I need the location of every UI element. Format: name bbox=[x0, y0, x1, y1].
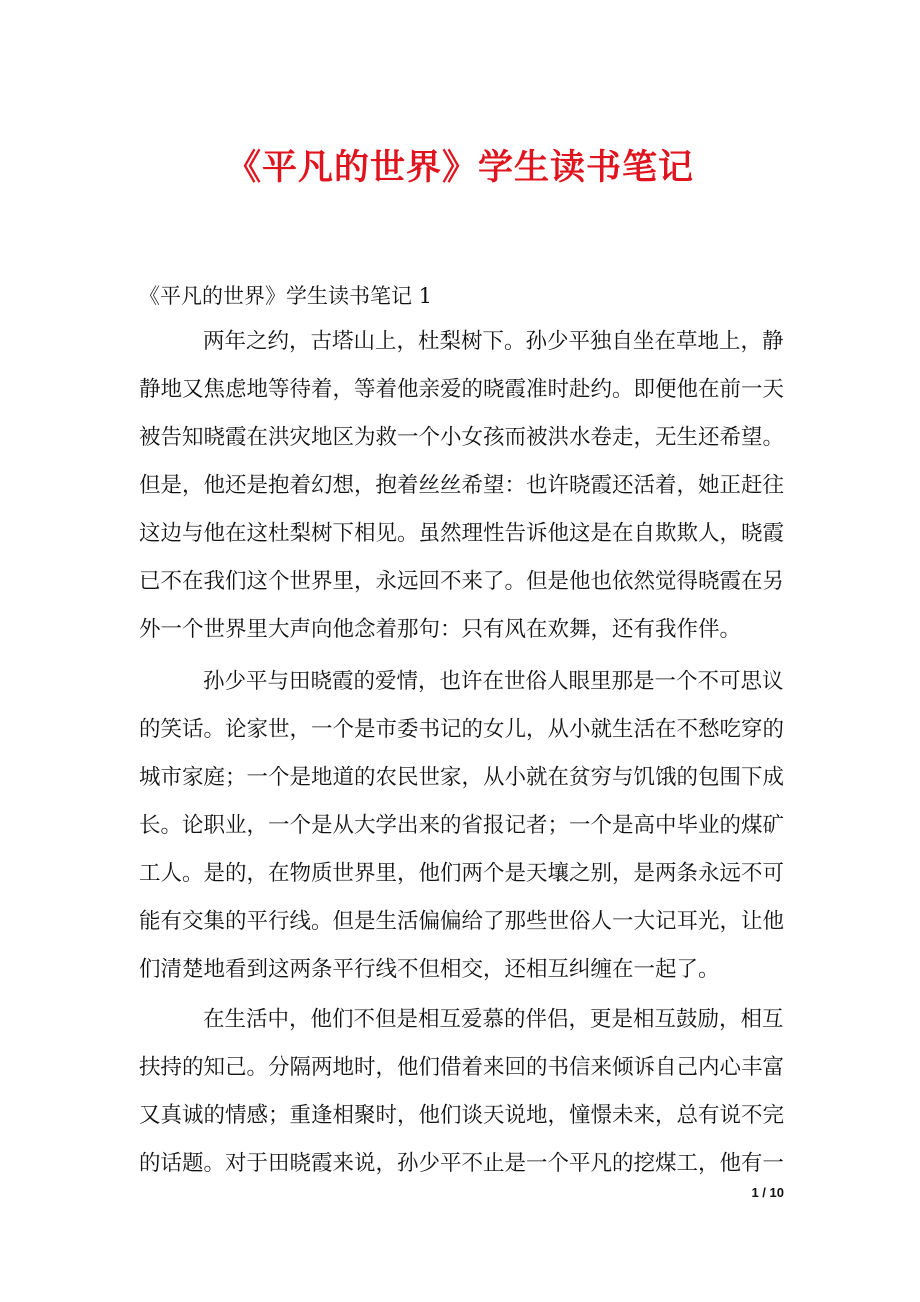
paragraph-1-line-2: 静地又焦虑地等待着，等着他亲爱的晓霞准时赴约。即便他在前一天 bbox=[139, 377, 785, 402]
paragraph-1-line-5: 这边与他在这杜梨树下相见。虽然理性告诉他这是在自欺欺人，晓霞 bbox=[139, 521, 785, 546]
paragraph-3-line-2: 扶持的知己。分隔两地时，他们借着来回的书信来倾诉自己内心丰富 bbox=[139, 1055, 785, 1080]
paragraph-3-line-1: 在生活中，他们不但是相互爱慕的伴侣，更是相互鼓励，相互 bbox=[203, 1007, 784, 1032]
document-title: 《平凡的世界》学生读书笔记 bbox=[225, 147, 694, 188]
paragraph-2-line-7: 们清楚地看到这两条平行线不但相交，还相互纠缠在一起了。 bbox=[139, 957, 720, 982]
paragraph-2-line-1: 孙少平与田晓霞的爱情，也许在世俗人眼里那是一个不可思议 bbox=[203, 669, 784, 694]
paragraph-1-line-3: 被告知晓霞在洪灾地区为救一个小女孩而被洪水卷走，无生还希望。 bbox=[139, 425, 785, 450]
paragraph-3-line-4: 的话题。对于田晓霞来说，孙少平不止是一个平凡的挖煤工，他有一 bbox=[139, 1151, 785, 1176]
paragraph-2-line-3: 城市家庭；一个是地道的农民世家，从小就在贫穷与饥饿的包围下成 bbox=[139, 765, 785, 790]
page-number: 1 / 10 bbox=[751, 1185, 784, 1200]
paragraph-1-line-7: 外一个世界里大声向他念着那句：只有风在欢舞，还有我作伴。 bbox=[139, 617, 742, 642]
paragraph-1-line-6: 已不在我们这个世界里，永远回不来了。但是他也依然觉得晓霞在另 bbox=[139, 569, 785, 594]
paragraph-1-line-4: 但是，他还是抱着幻想，抱着丝丝希望：也许晓霞还活着，她正赶往 bbox=[139, 473, 785, 498]
paragraph-2-line-4: 长。论职业，一个是从大学出来的省报记者；一个是高中毕业的煤矿 bbox=[139, 813, 785, 838]
paragraph-1-line-1: 两年之约，古塔山上，杜梨树下。孙少平独自坐在草地上，静 bbox=[203, 329, 784, 354]
paragraph-3-line-3: 又真诚的情感；重逢相聚时，他们谈天说地，憧憬未来，总有说不完 bbox=[139, 1103, 785, 1128]
section-heading: 《平凡的世界》学生读书笔记 1 bbox=[139, 284, 433, 308]
paragraph-2-line-6: 能有交集的平行线。但是生活偏偏给了那些世俗人一大记耳光，让他 bbox=[139, 909, 785, 934]
paragraph-2-line-2: 的笑话。论家世，一个是市委书记的女儿，从小就生活在不愁吃穿的 bbox=[139, 717, 785, 742]
paragraph-2-line-5: 工人。是的，在物质世界里，他们两个是天壤之别，是两条永远不可 bbox=[139, 861, 785, 886]
